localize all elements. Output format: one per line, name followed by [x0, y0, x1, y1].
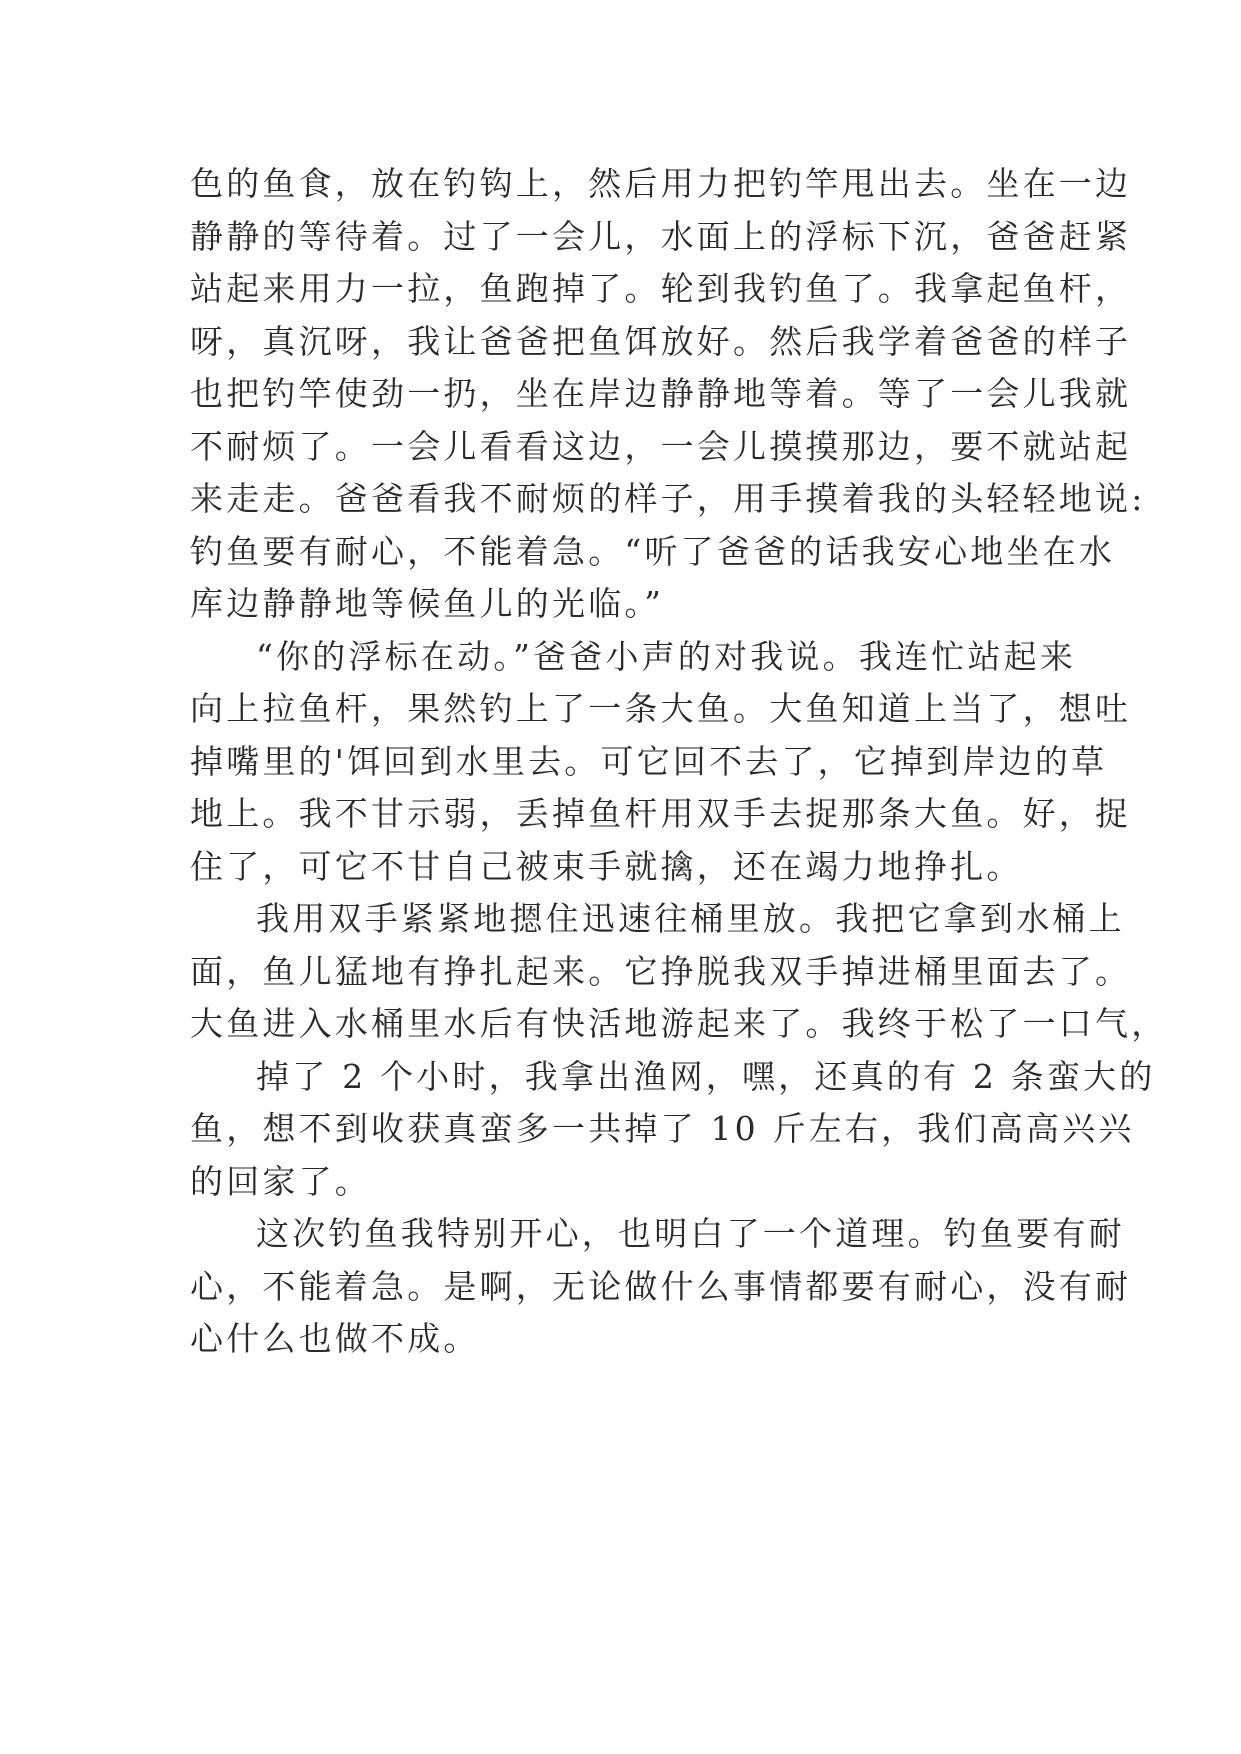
text-line: 向上拉鱼杆，果然钓上了一条大鱼。大鱼知道上当了，想吐 — [190, 689, 1132, 728]
paragraph-first-line: 这次钓鱼我特别开心，也明白了一个道理。钓鱼要有耐 — [256, 1214, 1125, 1253]
text-line: 面，鱼儿猛地有挣扎起来。它挣脱我双手掉进桶里面去了。 — [190, 951, 1132, 991]
text-line: 不耐烦了。一会儿看看这边，一会儿摸摸那边，要不就站起 — [190, 426, 1132, 466]
text-line: 库边静静地等候鱼儿的光临。” — [190, 584, 665, 623]
text-line: 来走走。爸爸看我不耐烦的样子，用手摸着我的头轻轻地说: — [190, 479, 1146, 518]
text-line: 大鱼进入水桶里水后有快活地游起来了。我终于松了一口气， — [190, 1004, 1168, 1043]
text-line: 色的鱼食，放在钓钩上，然后用力把钓竿甩出去。坐在一边 — [190, 164, 1132, 203]
text-line: 钓鱼要有耐心，不能着急。“听了爸爸的话我安心地坐在水 — [190, 531, 1116, 571]
paragraph-first-line: “你的浮标在动。”爸爸小声的对我说。我连忙站起来 — [256, 636, 1077, 676]
text-line: 掉嘴里的'饵回到水里去。可它回不去了，它掉到岸边的草 — [190, 741, 1108, 781]
text-line: 静静的等待着。过了一会儿，水面上的浮标下沉，爸爸赶紧 — [190, 216, 1132, 256]
document-body — [190, 158, 1168, 1366]
paragraph-first-line: 掉了 2 个小时，我拿出渔网，嘿，还真的有 2 条蛮大的 — [256, 1056, 1156, 1096]
text-line: 的回家了。 — [190, 1161, 371, 1201]
text-line: 呀，真沉呀，我让爸爸把鱼饵放好。然后我学着爸爸的样子 — [190, 321, 1132, 361]
text-line: 站起来用力一拉，鱼跑掉了。轮到我钓鱼了。我拿起鱼杆， — [190, 269, 1132, 308]
paragraph-first-line: 我用双手紧紧地摁住迅速往桶里放。我把它拿到水桶上 — [256, 899, 1125, 938]
text-line: 心什么也做不成。 — [190, 1319, 480, 1358]
text-line: 地上。我不甘示弱，丢掉鱼杆用双手去捉那条大鱼。好，捉 — [190, 794, 1132, 833]
text-line: 心，不能着急。是啊，无论做什么事情都要有耐心，没有耐 — [190, 1266, 1132, 1306]
text-line: 鱼，想不到收获真蛮多一共掉了 10 斤左右，我们高高兴兴 — [190, 1109, 1135, 1148]
text-line: 也把钓竿使劲一扔，坐在岸边静静地等着。等了一会儿我就 — [190, 374, 1132, 413]
text-line: 住了，可它不甘自己被束手就擒，还在竭力地挣扎。 — [190, 846, 1023, 886]
